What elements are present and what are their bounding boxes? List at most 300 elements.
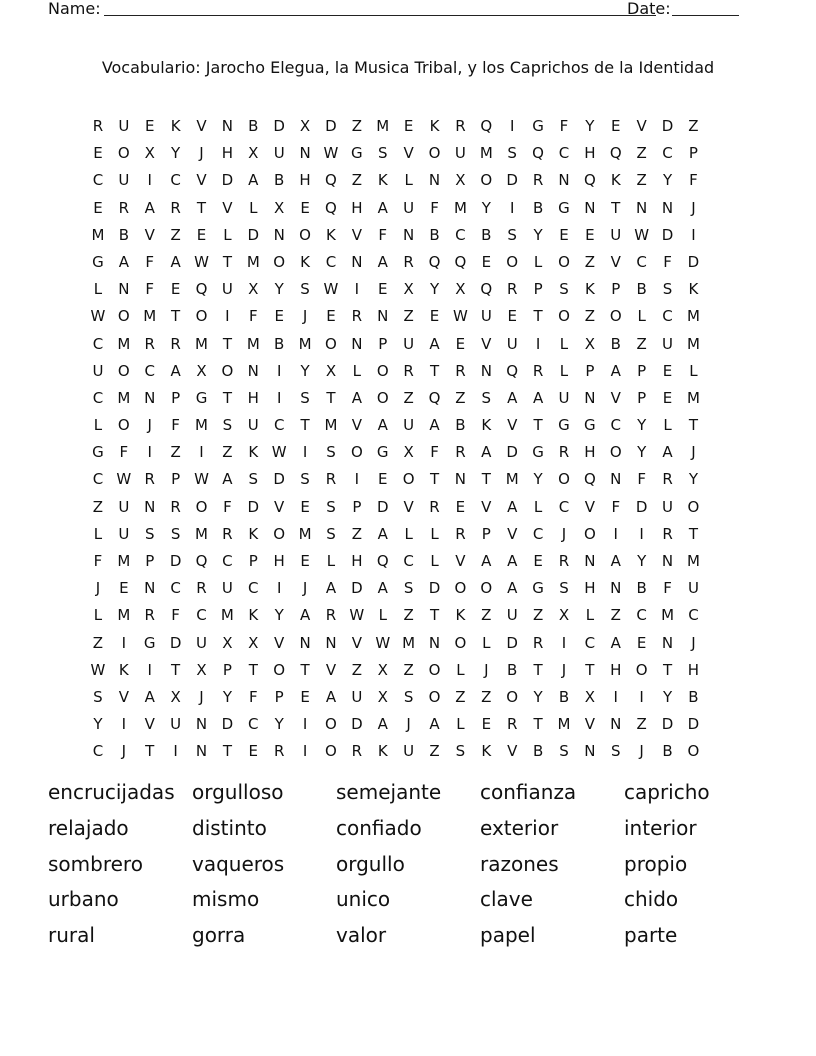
grid-letter[interactable]: J: [121, 742, 127, 761]
grid-letter[interactable]: O: [117, 144, 130, 163]
grid-letter[interactable]: U: [610, 225, 622, 244]
grid-letter[interactable]: I: [276, 361, 282, 380]
grid-letter[interactable]: A: [170, 252, 181, 271]
grid-letter[interactable]: T: [611, 198, 621, 217]
grid-letter[interactable]: L: [663, 416, 672, 435]
grid-letter[interactable]: M: [376, 117, 390, 135]
grid-letter[interactable]: N: [247, 361, 259, 380]
grid-letter[interactable]: A: [118, 252, 129, 271]
grid-letter[interactable]: N: [584, 198, 596, 217]
grid-letter[interactable]: Q: [583, 171, 596, 190]
grid-letter[interactable]: V: [274, 633, 285, 652]
grid-letter[interactable]: E: [378, 280, 388, 299]
grid-letter[interactable]: T: [248, 660, 258, 679]
grid-letter[interactable]: R: [144, 606, 155, 625]
grid-letter[interactable]: Q: [583, 470, 596, 489]
grid-letter[interactable]: F: [248, 307, 258, 326]
grid-letter[interactable]: I: [147, 443, 152, 462]
grid-letter[interactable]: C: [584, 633, 596, 652]
grid-letter[interactable]: D: [169, 552, 182, 570]
grid-letter[interactable]: B: [610, 334, 621, 353]
grid-letter[interactable]: O: [376, 388, 389, 407]
grid-letter[interactable]: V: [481, 334, 492, 353]
grid-letter[interactable]: X: [455, 280, 466, 299]
grid-letter[interactable]: O: [428, 687, 441, 706]
grid-letter[interactable]: Z: [92, 497, 104, 516]
grid-letter[interactable]: P: [688, 144, 698, 163]
grid-letter[interactable]: G: [195, 388, 208, 407]
grid-letter[interactable]: Y: [429, 280, 440, 299]
grid-letter[interactable]: D: [506, 443, 518, 462]
grid-letter[interactable]: C: [636, 606, 647, 625]
grid-letter[interactable]: F: [611, 497, 621, 516]
grid-letter[interactable]: F: [171, 606, 180, 625]
grid-letter[interactable]: X: [248, 144, 259, 163]
grid-letter[interactable]: A: [144, 687, 155, 706]
grid-letter[interactable]: T: [222, 742, 232, 761]
grid-letter[interactable]: V: [351, 416, 362, 435]
grid-letter[interactable]: L: [559, 361, 569, 380]
grid-letter[interactable]: A: [144, 198, 155, 217]
grid-letter[interactable]: M: [479, 144, 493, 163]
grid-letter[interactable]: X: [403, 443, 414, 462]
grid-letter[interactable]: I: [613, 524, 618, 543]
grid-letter[interactable]: O: [325, 715, 337, 734]
grid-letter[interactable]: I: [691, 225, 696, 244]
grid-letter[interactable]: L: [533, 252, 543, 271]
grid-letter[interactable]: N: [661, 198, 674, 217]
grid-letter[interactable]: E: [585, 225, 595, 244]
grid-letter[interactable]: A: [481, 443, 492, 462]
grid-letter[interactable]: D: [273, 470, 285, 489]
grid-letter[interactable]: E: [300, 687, 310, 706]
grid-letter[interactable]: A: [429, 416, 440, 435]
grid-letter[interactable]: N: [299, 144, 311, 163]
grid-letter[interactable]: P: [533, 280, 543, 299]
grid-letter[interactable]: M: [324, 416, 338, 435]
grid-letter[interactable]: B: [662, 742, 673, 761]
grid-letter[interactable]: O: [402, 470, 415, 489]
grid-letter[interactable]: R: [429, 497, 440, 516]
grid-letter[interactable]: G: [532, 117, 544, 135]
grid-letter[interactable]: L: [404, 524, 413, 543]
grid-letter[interactable]: A: [248, 171, 259, 190]
grid-letter[interactable]: V: [507, 742, 518, 761]
grid-letter[interactable]: R: [144, 334, 155, 353]
grid-letter[interactable]: A: [532, 388, 544, 407]
grid-letter[interactable]: H: [687, 660, 700, 679]
grid-letter[interactable]: S: [559, 742, 569, 761]
grid-letter[interactable]: Z: [351, 524, 362, 543]
grid-letter[interactable]: Y: [662, 171, 673, 190]
grid-letter[interactable]: J: [95, 579, 101, 598]
grid-letter[interactable]: S: [507, 144, 517, 163]
grid-letter[interactable]: Z: [403, 307, 414, 326]
grid-letter[interactable]: V: [351, 633, 362, 652]
grid-letter[interactable]: X: [584, 687, 595, 706]
grid-letter[interactable]: D: [506, 171, 518, 190]
grid-letter[interactable]: T: [171, 307, 181, 326]
grid-letter[interactable]: W: [116, 470, 132, 489]
grid-letter[interactable]: S: [403, 579, 414, 598]
grid-letter[interactable]: S: [507, 225, 517, 244]
grid-letter[interactable]: F: [223, 497, 232, 516]
grid-letter[interactable]: A: [299, 606, 311, 625]
grid-letter[interactable]: Z: [403, 388, 414, 407]
grid-letter[interactable]: O: [609, 443, 622, 462]
grid-letter[interactable]: A: [377, 524, 388, 543]
grid-letter[interactable]: O: [583, 524, 596, 543]
grid-letter[interactable]: E: [300, 198, 310, 217]
grid-letter[interactable]: Z: [636, 144, 647, 163]
grid-letter[interactable]: V: [636, 117, 647, 135]
grid-letter[interactable]: A: [662, 443, 673, 462]
grid-letter[interactable]: Z: [584, 252, 595, 271]
grid-letter[interactable]: M: [453, 198, 467, 217]
grid-letter[interactable]: J: [302, 579, 308, 598]
grid-letter[interactable]: X: [558, 606, 570, 625]
grid-letter[interactable]: K: [326, 225, 336, 244]
grid-letter[interactable]: N: [661, 552, 674, 570]
grid-letter[interactable]: G: [558, 198, 570, 217]
grid-letter[interactable]: R: [403, 252, 414, 271]
grid-letter[interactable]: E: [507, 307, 517, 326]
grid-letter[interactable]: A: [325, 579, 337, 598]
grid-letter[interactable]: O: [480, 579, 493, 598]
grid-letter[interactable]: Y: [533, 225, 543, 244]
grid-letter[interactable]: Q: [480, 280, 493, 299]
grid-letter[interactable]: E: [662, 361, 673, 380]
grid-letter[interactable]: A: [351, 388, 362, 407]
grid-letter[interactable]: W: [349, 606, 365, 625]
grid-letter[interactable]: N: [195, 742, 208, 761]
grid-letter[interactable]: S: [662, 280, 673, 299]
grid-letter[interactable]: C: [273, 416, 285, 435]
grid-letter[interactable]: G: [558, 416, 570, 435]
grid-letter[interactable]: M: [298, 334, 312, 353]
grid-letter[interactable]: N: [454, 470, 467, 489]
grid-letter[interactable]: R: [325, 470, 337, 489]
grid-letter[interactable]: O: [195, 307, 208, 326]
grid-letter[interactable]: I: [121, 633, 127, 652]
grid-letter[interactable]: T: [429, 606, 440, 625]
grid-letter[interactable]: X: [248, 633, 259, 652]
grid-letter[interactable]: U: [92, 361, 104, 380]
grid-letter[interactable]: Y: [274, 606, 284, 625]
grid-letter[interactable]: F: [559, 117, 569, 135]
grid-letter[interactable]: D: [351, 579, 363, 598]
grid-letter[interactable]: M: [143, 307, 157, 326]
grid-letter[interactable]: B: [688, 687, 699, 706]
grid-letter[interactable]: T: [429, 470, 440, 489]
grid-letter[interactable]: J: [561, 660, 567, 679]
grid-letter[interactable]: H: [584, 443, 596, 462]
grid-letter[interactable]: L: [533, 497, 543, 516]
grid-letter[interactable]: O: [687, 742, 700, 761]
grid-letter[interactable]: Z: [481, 606, 492, 625]
grid-letter[interactable]: K: [248, 443, 259, 462]
grid-letter[interactable]: S: [300, 280, 310, 299]
grid-letter[interactable]: H: [351, 552, 363, 570]
grid-letter[interactable]: T: [222, 252, 232, 271]
grid-letter[interactable]: P: [248, 552, 258, 570]
grid-letter[interactable]: Y: [585, 117, 595, 135]
grid-letter[interactable]: Z: [584, 307, 595, 326]
grid-letter[interactable]: E: [636, 633, 647, 652]
grid-letter[interactable]: P: [611, 280, 621, 299]
grid-letter[interactable]: A: [429, 334, 440, 353]
grid-letter[interactable]: A: [325, 687, 337, 706]
grid-letter[interactable]: A: [377, 416, 388, 435]
grid-letter[interactable]: R: [118, 198, 130, 217]
grid-letter[interactable]: E: [170, 280, 181, 299]
grid-letter[interactable]: N: [610, 715, 622, 734]
grid-letter[interactable]: V: [118, 687, 129, 706]
grid-letter[interactable]: V: [481, 497, 492, 516]
grid-letter[interactable]: D: [661, 715, 674, 734]
grid-letter[interactable]: C: [558, 497, 570, 516]
grid-letter[interactable]: N: [144, 388, 156, 407]
grid-letter[interactable]: Y: [637, 552, 647, 570]
grid-letter[interactable]: C: [170, 579, 181, 598]
grid-letter[interactable]: X: [403, 280, 414, 299]
grid-letter[interactable]: X: [222, 633, 233, 652]
grid-letter[interactable]: G: [143, 633, 156, 652]
grid-letter[interactable]: E: [144, 117, 155, 135]
grid-letter[interactable]: N: [144, 579, 156, 598]
grid-letter[interactable]: C: [325, 252, 337, 271]
grid-letter[interactable]: O: [558, 470, 570, 489]
grid-letter[interactable]: W: [194, 252, 209, 271]
grid-letter[interactable]: P: [274, 687, 284, 706]
grid-letter[interactable]: G: [376, 443, 389, 462]
grid-letter[interactable]: E: [429, 307, 440, 326]
grid-letter[interactable]: N: [118, 280, 130, 299]
grid-letter[interactable]: H: [584, 579, 596, 598]
grid-letter[interactable]: O: [635, 660, 648, 679]
grid-letter[interactable]: M: [402, 633, 416, 652]
grid-letter[interactable]: L: [404, 171, 413, 190]
grid-letter[interactable]: R: [532, 171, 544, 190]
grid-letter[interactable]: M: [91, 225, 105, 244]
grid-letter[interactable]: I: [509, 117, 515, 135]
grid-letter[interactable]: O: [273, 524, 286, 543]
grid-letter[interactable]: E: [93, 144, 103, 163]
grid-letter[interactable]: K: [118, 660, 129, 679]
grid-letter[interactable]: W: [90, 307, 106, 326]
grid-letter[interactable]: Z: [92, 633, 104, 652]
grid-letter[interactable]: O: [350, 443, 363, 462]
grid-letter[interactable]: N: [325, 633, 337, 652]
grid-letter[interactable]: P: [171, 388, 181, 407]
grid-letter[interactable]: U: [558, 388, 570, 407]
grid-letter[interactable]: I: [354, 470, 360, 489]
grid-letter[interactable]: C: [222, 552, 233, 570]
grid-letter[interactable]: Q: [195, 552, 208, 570]
grid-letter[interactable]: Z: [688, 117, 699, 135]
grid-letter[interactable]: Z: [455, 687, 466, 706]
grid-letter[interactable]: W: [323, 144, 339, 163]
grid-letter[interactable]: S: [559, 579, 569, 598]
grid-letter[interactable]: M: [195, 524, 208, 543]
grid-letter[interactable]: X: [584, 334, 595, 353]
grid-letter[interactable]: M: [505, 470, 519, 489]
grid-letter[interactable]: C: [170, 171, 181, 190]
grid-letter[interactable]: O: [506, 687, 519, 706]
grid-letter[interactable]: R: [662, 470, 673, 489]
grid-letter[interactable]: M: [220, 606, 234, 625]
grid-letter[interactable]: T: [171, 660, 181, 679]
grid-letter[interactable]: U: [118, 117, 130, 135]
grid-letter[interactable]: E: [611, 117, 621, 135]
grid-letter[interactable]: D: [635, 497, 648, 516]
grid-letter[interactable]: L: [585, 606, 595, 625]
grid-letter[interactable]: S: [559, 280, 569, 299]
grid-letter[interactable]: S: [403, 687, 414, 706]
grid-letter[interactable]: V: [196, 171, 207, 190]
grid-letter[interactable]: A: [507, 497, 518, 516]
grid-letter[interactable]: N: [584, 388, 596, 407]
grid-letter[interactable]: F: [248, 687, 258, 706]
grid-letter[interactable]: I: [276, 388, 282, 407]
grid-letter[interactable]: R: [403, 361, 414, 380]
grid-letter[interactable]: Y: [300, 361, 310, 380]
grid-letter[interactable]: R: [506, 280, 518, 299]
grid-letter[interactable]: I: [509, 198, 515, 217]
grid-letter[interactable]: E: [196, 225, 207, 244]
grid-letter[interactable]: C: [248, 715, 259, 734]
grid-letter[interactable]: X: [325, 361, 337, 380]
grid-letter[interactable]: V: [274, 497, 285, 516]
grid-letter[interactable]: S: [610, 742, 621, 761]
grid-letter[interactable]: K: [584, 280, 595, 299]
grid-letter[interactable]: T: [585, 660, 595, 679]
grid-letter[interactable]: X: [196, 660, 207, 679]
grid-letter[interactable]: Z: [455, 388, 466, 407]
grid-letter[interactable]: R: [196, 579, 207, 598]
grid-letter[interactable]: U: [247, 416, 259, 435]
grid-letter[interactable]: I: [561, 633, 567, 652]
grid-letter[interactable]: B: [429, 225, 440, 244]
grid-letter[interactable]: C: [610, 416, 621, 435]
grid-letter[interactable]: O: [454, 633, 467, 652]
grid-letter[interactable]: I: [639, 524, 644, 543]
grid-letter[interactable]: A: [507, 388, 518, 407]
grid-letter[interactable]: U: [454, 144, 466, 163]
grid-letter[interactable]: K: [688, 280, 699, 299]
grid-letter[interactable]: I: [199, 443, 204, 462]
grid-letter[interactable]: Z: [636, 171, 647, 190]
grid-letter[interactable]: R: [325, 606, 337, 625]
grid-letter[interactable]: P: [222, 660, 232, 679]
grid-letter[interactable]: T: [662, 660, 673, 679]
grid-letter[interactable]: T: [222, 388, 232, 407]
grid-letter[interactable]: J: [199, 144, 204, 163]
grid-letter[interactable]: X: [196, 361, 207, 380]
grid-letter[interactable]: I: [147, 660, 152, 679]
grid-letter[interactable]: C: [688, 606, 699, 625]
grid-letter[interactable]: C: [455, 225, 466, 244]
grid-letter[interactable]: I: [302, 443, 308, 462]
grid-letter[interactable]: E: [481, 715, 492, 734]
grid-letter[interactable]: S: [377, 144, 388, 163]
grid-letter[interactable]: O: [454, 579, 467, 598]
grid-letter[interactable]: C: [662, 307, 673, 326]
grid-letter[interactable]: L: [249, 198, 258, 217]
grid-letter[interactable]: F: [378, 225, 388, 244]
grid-letter[interactable]: T: [688, 524, 699, 543]
grid-letter[interactable]: R: [92, 117, 104, 135]
grid-letter[interactable]: L: [326, 552, 336, 570]
grid-letter[interactable]: Y: [533, 687, 543, 706]
grid-letter[interactable]: Q: [454, 252, 467, 271]
grid-letter[interactable]: L: [689, 361, 698, 380]
grid-letter[interactable]: E: [662, 388, 673, 407]
grid-letter[interactable]: I: [613, 687, 618, 706]
grid-letter[interactable]: A: [377, 579, 388, 598]
grid-letter[interactable]: R: [455, 361, 466, 380]
grid-letter[interactable]: X: [274, 198, 285, 217]
grid-letter[interactable]: L: [456, 715, 465, 734]
grid-letter[interactable]: V: [584, 715, 595, 734]
grid-letter[interactable]: K: [481, 416, 492, 435]
grid-letter[interactable]: X: [299, 117, 311, 135]
grid-letter[interactable]: N: [195, 715, 208, 734]
grid-letter[interactable]: K: [429, 117, 440, 135]
grid-letter[interactable]: J: [406, 715, 411, 734]
grid-letter[interactable]: U: [403, 334, 415, 353]
grid-letter[interactable]: R: [351, 307, 363, 326]
grid-letter[interactable]: B: [558, 687, 570, 706]
grid-letter[interactable]: B: [455, 416, 466, 435]
grid-letter[interactable]: J: [147, 416, 152, 435]
grid-letter[interactable]: Z: [636, 334, 647, 353]
grid-letter[interactable]: N: [403, 225, 415, 244]
grid-letter[interactable]: J: [302, 307, 308, 326]
grid-letter[interactable]: K: [455, 606, 466, 625]
grid-letter[interactable]: S: [481, 388, 492, 407]
grid-letter[interactable]: U: [351, 687, 363, 706]
grid-letter[interactable]: Z: [532, 606, 544, 625]
grid-letter[interactable]: L: [482, 633, 491, 652]
grid-letter[interactable]: J: [691, 633, 696, 652]
grid-letter[interactable]: M: [117, 606, 131, 625]
grid-letter[interactable]: H: [299, 171, 311, 190]
grid-letter[interactable]: F: [663, 252, 672, 271]
grid-letter[interactable]: F: [637, 470, 646, 489]
grid-letter[interactable]: L: [559, 334, 569, 353]
grid-letter[interactable]: W: [634, 225, 650, 244]
grid-letter[interactable]: W: [90, 660, 106, 679]
grid-letter[interactable]: Y: [481, 198, 491, 217]
grid-letter[interactable]: A: [610, 361, 621, 380]
grid-letter[interactable]: M: [298, 524, 312, 543]
grid-letter[interactable]: O: [687, 497, 700, 516]
grid-letter[interactable]: W: [194, 470, 209, 489]
grid-letter[interactable]: N: [221, 117, 234, 135]
grid-letter[interactable]: I: [173, 742, 178, 761]
grid-letter[interactable]: S: [300, 470, 310, 489]
grid-letter[interactable]: M: [195, 416, 208, 435]
grid-letter[interactable]: I: [639, 687, 644, 706]
grid-letter[interactable]: X: [170, 687, 181, 706]
grid-letter[interactable]: M: [686, 552, 700, 570]
grid-letter[interactable]: J: [639, 742, 644, 761]
grid-letter[interactable]: V: [507, 524, 518, 543]
grid-letter[interactable]: R: [170, 497, 181, 516]
grid-letter[interactable]: U: [506, 334, 518, 353]
grid-letter[interactable]: V: [144, 225, 155, 244]
